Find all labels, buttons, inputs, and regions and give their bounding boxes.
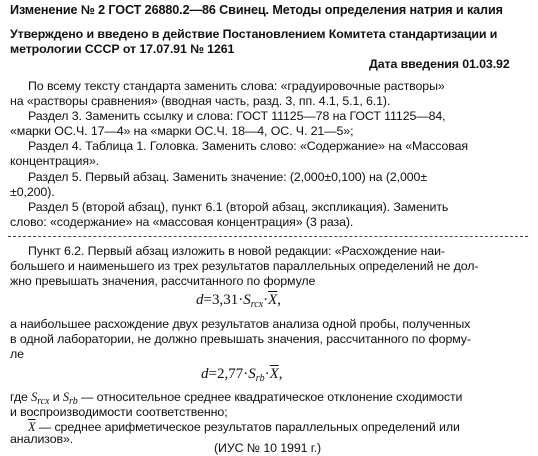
- formula2-comma: ,: [278, 366, 283, 382]
- para3-line2: концентрация».: [10, 154, 100, 168]
- para8-s2-sub: rb: [68, 396, 78, 407]
- para6-line1: Пункт 6.2. Первый абзац изложить в новой редакции: «Расхождение наи-: [28, 244, 445, 258]
- para8-s2: S: [62, 390, 69, 404]
- formula2-s: S: [248, 366, 256, 382]
- source-footer: (ИУС № 10 1991 г.): [214, 441, 322, 455]
- para8-def2: — среднее арифметическое результатов параллельных определений или: [35, 420, 460, 434]
- para6-line2: большего и наименьшего из трех результатов параллельных определений не дол-: [10, 259, 479, 273]
- formula1-lhs: d: [196, 292, 204, 308]
- para7-line3: ле: [10, 347, 24, 361]
- formula1-coef: =3,31·: [203, 292, 244, 308]
- para8-line4: анализов».: [10, 432, 74, 446]
- effective-date: Дата введения 01.03.92: [369, 57, 510, 71]
- approval-line-2: метрологии СССР от 17.07.91 № 1261: [10, 42, 235, 56]
- para8-xbar: $\overline{X}$: [28, 420, 36, 434]
- approval-line-1: Утверждено и введено в действие Постановлением Комитета стандартизации и: [10, 27, 498, 41]
- para8-line2: и воспроизводимости соответственно;: [10, 405, 228, 419]
- para7-line1: а наибольшее расхождение двух результатов анализа одной пробы, полученных: [10, 317, 471, 331]
- formula1-comma: ,: [277, 292, 282, 308]
- para5-line1: Раздел 5 (второй абзац), пункт 6.1 (второй абзац, экспликация). Заменить: [28, 200, 449, 214]
- formula2-coef: =2,77·: [208, 366, 249, 382]
- para4-line2: ±0,200).: [10, 185, 55, 199]
- para3-line1: Раздел 4. Таблица 1. Головка. Заменить слово: «Содержание» на «Массовая: [28, 139, 469, 153]
- formula2-dot: ·: [264, 366, 270, 382]
- para1-line1: По всему тексту стандарта заменить слова: «градуировочные растворы»: [28, 79, 445, 93]
- para8-s1-sub: rcx: [37, 396, 50, 407]
- para1-line2: на «растворы сравнения» (вводная часть, разд. 3, пп. 4.1, 5.1, 6.1).: [10, 94, 391, 108]
- formula2-sub: rb: [255, 373, 265, 384]
- para8-where: где: [10, 390, 32, 404]
- para7-line2: в одной лаборатории, не должно превышать значения, рассчитанного по форму-: [10, 332, 471, 346]
- para8-s1: S: [31, 390, 38, 404]
- section-divider: [8, 236, 528, 237]
- para4-line1: Раздел 5. Первый абзац. Заменить значение: (2,000±0,100) на (2,000±: [28, 170, 428, 184]
- formula-reproducibility: [201, 366, 283, 384]
- para8-and: и: [49, 390, 63, 404]
- amendment-title: Изменение № 2 ГОСТ 26880.2—86 Свинец. Методы определения натрия и калия: [10, 3, 503, 17]
- formula1-sub: rcx: [250, 299, 264, 310]
- formula2-xbar: $\overline{X}$: [269, 366, 279, 382]
- para2-line2: «марки ОС.Ч. 17—4» на «марки ОС.Ч. 18—4, ОС. Ч. 21—5»;: [10, 124, 354, 138]
- formula-repeatability: [196, 292, 281, 310]
- para6-line3: жно превышать значения, рассчитанного по формуле: [10, 274, 316, 288]
- para5-line2: слово: «содержание» на «массовая концентрация» (3 раза).: [10, 215, 354, 229]
- formula1-dot: ·: [263, 292, 269, 308]
- formula2-lhs: d: [201, 366, 209, 382]
- para8-def1: — относительное среднее квадратическое отклонение сходимости: [77, 390, 463, 404]
- formula1-s: S: [243, 292, 251, 308]
- para8-line3: [28, 420, 460, 435]
- para2-line1: Раздел 3. Заменить ссылку и слова: ГОСТ 11125—78 на ГОСТ 11125—84,: [28, 109, 446, 123]
- formula1-xbar: $\overline{X}$: [268, 292, 278, 308]
